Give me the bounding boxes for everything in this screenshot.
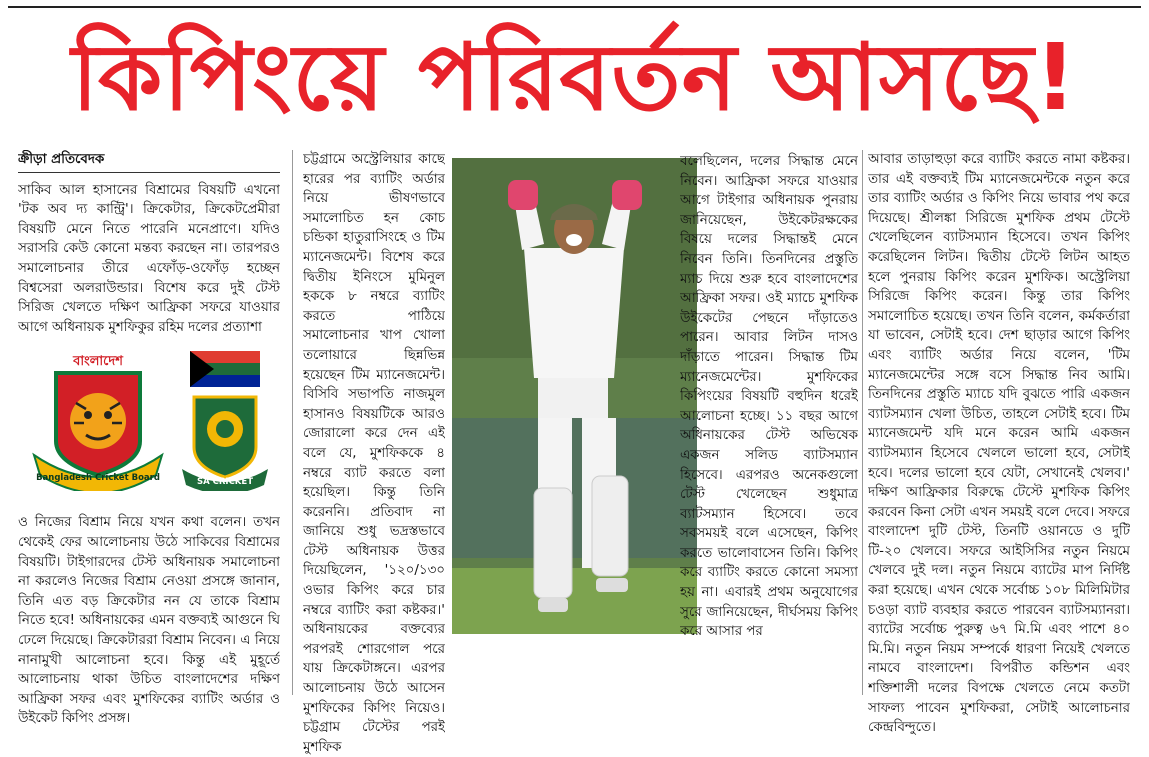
wicketkeeper-celebration-image [452, 158, 697, 634]
paragraph: চট্টগ্রামে অস্ট্রেলিয়ার কাছে হারের পর ব্যাটিং অর্ডার নিয়ে ভীষণভাবে সমালোচিত হন কোচ চন্ডিকা হাতুরাসিংহে ও টিম ম্যানেজমেন্ট। বিশেষ করে দ্বিতীয় ইনিংসে মুমিনুল হককে ৮ নম্বরে ব্যাটিং করতে পাঠিয়ে সমালোচনার খাপ খোলা তলোয়ারে ছিন্নভিন্ন হয়েছেন টিম ম্যানেজমেন্ট। বিসিবি সভাপতি নাজমুল হাসানও বিষয়টিকে আরও জোরালো করে দেন এই বলে যে, মুশফিককে ৪ নম্বরে ব্যাট করতে বলা হয়েছিল। কিন্তু তিনি করেননি। প্রতিবাদ না জানিয়ে শুধু ভদ্রস্তভাবে টেস্ট অধিনায়ক উত্তর দিয়েছিলেন, '১২০/১৩০ ওভার কিপিং করে চার নম্বরে ব্যাটিং করা কষ্টকর।' অধিনায়কের বক্তব্যের পরপরই শোরগোল পরে যায় ক্রিকেটাঙ্গনে। এরপর আলোচনায় উঠে আসেন মুশফিকের কিপিং নিয়েও। চট্টগ্রাম টেস্টের পরই মুশফিক [303, 152, 445, 755]
team-logos [18, 351, 280, 499]
article-column-4 [868, 150, 1130, 738]
bd-ribbon-text: Bangladesh Cricket Board [36, 473, 160, 484]
sa-ribbon-text: SA CRICKET [196, 477, 254, 488]
right-pad-icon [592, 476, 628, 576]
article-column-3 [680, 152, 858, 642]
paragraph-continued: ও নিজের বিশ্রাম নিয়ে যখন কথা বলেন। তখন থেকেই ফের আলোচনায় উঠে সাকিবের বিশ্রামের বিষয়টি। টাইগারদের টেস্ট অধিনায়ক সমালোচনা না করলেও নিজের বিশ্রাম নেওয়া প্রসঙ্গে জানান, তিনি এত বড় ক্রিকেটার নন যে তাকে বিশ্রাম নিতে হবে! অধিনায়কের এমন বক্তব্যই আগুনে ঘি ঢেলে দিয়েছে। ক্রিকেটাররা বিশ্রাম নিবেন। এ নিয়ে নানামুখী আলোচনা হবে। কিন্তু এই মুহূর্তে আলোচনায় থাকা উচিত বাংলাদেশের দক্ষিণ আফ্রিকা সফর এবং মুশফিকের ব্যাটিং অর্ডার ও উইকেট কিপিং প্রসঙ্গ। [18, 515, 280, 727]
left-glove-icon [508, 180, 538, 210]
paragraph: বলেছিলেন, দলের সিদ্ধান্ত মেনে নিবেন। আফ্রিকা সফরে যাওয়ার আগে টাইগার অধিনায়ক পুনরায় জানিয়েছেন, উইকেটরক্ষকের বিষয়ে দলের সিদ্ধান্তই মেনে নিবেন তিনি। তিনদিনের প্রস্তুতি ম্যাচ দিয়ে শুরু হবে বাংলাদেশের আফ্রিকা সফর। ওই ম্যাচে মুশফিক উইকেটের পেছনে দাঁড়াতেও পারেন। আবার লিটন দাসও দাঁড়াতে পারেন। সিদ্ধান্ত টিম ম্যানেজমেন্টের। মুশফিকের কিপিংয়ের বিষয়টি বহুদিন ধরেই আলোচনা হচ্ছে। ১১ বছর আগে অধিনায়কের টেস্ট অভিষেক একজন সলিড ব্যাটসম্যান হিসেবে। এরপরও অনেকগুলো টেস্ট খেলেছেন শুধুমাত্র ব্যাটসম্যান হিসেবে। তবে সবসময়ই বলে এসেছেন, কিপিং করতে ভালোবাসেন তিনি। কিপিং করে ব্যাটিং করতে কোনো সমস্যা হয় না। এবারই প্রথম অনুযোগের সুরে জানিয়েছেন, দীর্ঘসময় কিপিং করে আসার পর [680, 154, 858, 640]
sa-cricket-logo [180, 351, 270, 491]
player-photo [452, 158, 697, 634]
article-column-1 [18, 150, 280, 729]
tiger-face-icon [70, 393, 126, 449]
column-divider [862, 150, 863, 695]
bd-logo-top-text: বাংলাদেশ [73, 354, 123, 370]
column-divider [292, 150, 293, 695]
bangladesh-cricket-board-logo [28, 351, 168, 491]
paragraph: আবার তাড়াহুড়া করে ব্যাটিং করতে নামা কষ্টকর। তার এই বক্তব্যই টিম ম্যানেজমেন্টকে নতুন করে তার ব্যাটিং অর্ডার ও কিপিং নিয়ে ভাবার পথ করে দিয়েছে। শ্রীলঙ্কা সিরিজে মুশফিক প্রথম টেস্টে খেলেছিলেন ব্যাটসম্যান হিসেবে। তখন কিপিং করেছিলেন লিটন। দ্বিতীয় টেস্টে লিটন আহত হলে পুনরায় কিপিং করেন মুশফিক। অস্ট্রেলিয়া সিরিজে কিপিং করেন। কিন্তু তার কিপিং সমালোচিত হয়েছে। তখন তিনি বলেন, কর্মকর্তারা যা ভাবেন, সেটাই হবে। দেশ ছাড়ার আগে কিপিং এবং ব্যাটিং অর্ডার নিয়ে বলেন, 'টিম ম্যানেজমেন্টের সঙ্গে বসে সিদ্ধান্ত নিব আমি। তিনদিনের প্রস্তুতি ম্যাচে যদি বুঝতে পারি একজন ব্যাটসম্যান খেলা উচিত, তাহলে সেটাই হবে। টিম ম্যানেজমেন্ট যদি মনে করেন আমি একজন ব্যাটসম্যান হিসেবে খেললে ভালো হবে, সেটাই হবে। দলের ভালো হবে যেটা, সেখানেই খেলব।' দক্ষিণ আফ্রিকার বিরুদ্ধে টেস্টে মুশফিক কিপিং করবেন কিনা সেটা এখন সময়ই বলে দেবে। সফরে বাংলাদেশ দুটি টেস্ট, তিনটি ওয়ানডে ও দুটি টি-২০ খেলবে। সফরে আইসিসির নতুন নিয়মে খেলবে দুই দল। নতুন নিয়মে ব্যাটের মাপ নির্দিষ্ট করা হয়েছে। এখন থেকে সর্বোচ্চ ১০৮ মিলিমিটার চওড়া ব্যাট ব্যবহার করতে পারবেন ব্যাটসম্যানরা। ব্যাটের সর্বোচ্চ পুরুত্ব ৬৭ মি.মি এবং পাশে ৪০ মি.মি। নতুন নিয়ম সম্পর্কে ধারণা নিয়েই খেলতে নামবে বাংলাদেশ। বিপরীত কন্ডিশন এবং শক্তিশালী দলের বিপক্ষে খেলতে নেমে কতটা সাফল্য পাবেন মুশফিকরা, সেটাই আলোচনার কেন্দ্রবিন্দুতে। [868, 152, 1130, 736]
paragraph-intro: সাকিব আল হাসানের বিশ্রামের বিষয়টি এখনো 'টক অব দ্য কান্ট্রি'। ক্রিকেটার, ক্রিকেটপ্রেমীরা বিষয়টি মেনে নিতে পারেনি মনেপ্রাণে। যদিও সরাসরি কেউ কোনো মন্তব্য করছেন না। তারপরও সমালোচনার তীরে এফোঁড়-ওফোঁড় হচ্ছেন বিশ্বসেরা অলরাউন্ডার। বিশেষ করে দুই টেস্ট সিরিজ খেলতে দক্ষিণ আফ্রিকা সফরে যাওয়ার আগে অধিনায়ক মুশফিকুর রহিম দলের প্রত্যাশা [18, 182, 280, 335]
headline: কিপিংয়ে পরিবর্তন আসছে! [71, 24, 1078, 131]
left-pad-icon [534, 488, 572, 598]
top-rule [8, 6, 1141, 8]
right-glove-icon [612, 180, 642, 210]
byline: ক্রীড়া প্রতিবেদক [18, 150, 280, 173]
article-column-2 [303, 150, 445, 757]
